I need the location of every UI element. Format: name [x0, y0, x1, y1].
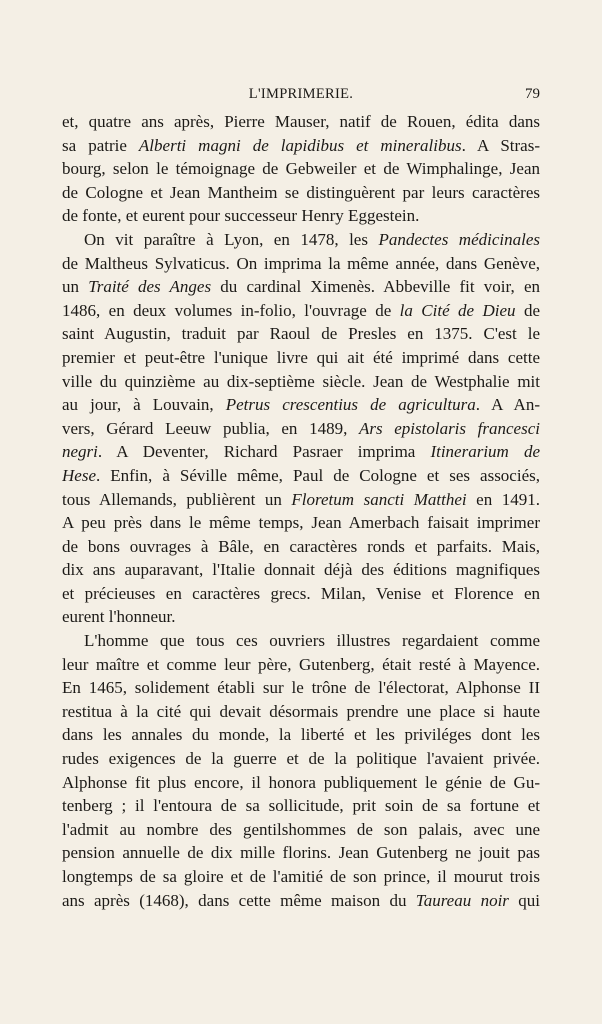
- text-segment: sa patrie: [62, 135, 139, 155]
- italic-title: Pandectes médicinales: [378, 229, 540, 249]
- text-line: [62, 511, 540, 535]
- text-segment: leur maître et comme leur père, Gutenberg, était resté à Mayence.: [62, 654, 540, 674]
- italic-title: Ars epistolaris francesci: [358, 418, 540, 438]
- text-line: [62, 747, 540, 771]
- page-number: 79: [525, 86, 540, 102]
- text-segment: de Maltheus Sylvaticus. On imprima la même année, dans Genève,: [62, 253, 540, 273]
- text-segment: et, quatre ans après, Pierre Mauser, natif de Rouen, édita dans: [62, 112, 540, 131]
- text-segment: eurent l'honneur.: [62, 607, 176, 627]
- text-segment: . A An-: [475, 395, 540, 415]
- text-segment: l'admit au nombre des gentilshommes de son palais, avec une: [62, 819, 540, 839]
- text-line: [62, 818, 540, 842]
- text-segment: tenberg ; il l'entoura de sa sollicitude, prit soin de sa fortune et: [62, 796, 540, 816]
- text-segment: au jour, à Louvain,: [62, 395, 226, 415]
- italic-title: negri: [62, 442, 98, 462]
- italic-title: Itinerarium de: [430, 442, 540, 462]
- text-line: [62, 841, 540, 865]
- text-segment: pension annuelle de dix mille florins. Jean Gutenberg ne jouit pas: [62, 843, 540, 863]
- text-line: [62, 653, 540, 677]
- text-line: [62, 464, 540, 488]
- text-line: [62, 275, 540, 299]
- text-segment: ville du quinzième au dix-septième siècle. Jean de Westphalie mit: [62, 371, 540, 391]
- text-line: [62, 228, 540, 252]
- italic-title: Petrus crescentius de agricultura: [225, 395, 476, 415]
- text-line: [62, 204, 540, 228]
- text-segment: de Cologne et Jean Mantheim se distinguèrent par leurs caractères: [62, 182, 540, 202]
- text-line: [62, 346, 540, 370]
- text-segment: On vit paraître à Lyon, en 1478, les: [84, 229, 379, 249]
- text-segment: dix ans auparavant, l'Italie donnait déjà des éditions magnifiques: [62, 560, 540, 580]
- text-line: [62, 322, 540, 346]
- text-segment: . A Stras-: [461, 135, 540, 155]
- text-line: [62, 605, 540, 629]
- text-segment: En 1465, solidement établi sur le trône de l'électorat, Alphonse II: [62, 678, 540, 698]
- text-line: [62, 558, 540, 582]
- text-line: [62, 676, 540, 700]
- text-segment: dans les annales du monde, la liberté et les priviléges dont les: [62, 725, 540, 745]
- text-segment: qui: [508, 890, 540, 910]
- text-line: [62, 157, 540, 181]
- text-line: [62, 440, 540, 464]
- body-text: [62, 110, 540, 912]
- text-segment: longtemps de sa gloire et de l'amitié de son prince, il mourut trois: [62, 867, 540, 886]
- text-line: [62, 771, 540, 795]
- italic-title: Taureau noir: [415, 890, 509, 910]
- text-line: [62, 110, 540, 134]
- text-segment: de fonte, et eurent pour successeur Henry Eggestein.: [62, 206, 420, 226]
- text-segment: saint Augustin, traduit par Raoul de Presles en 1375. C'est le: [62, 324, 540, 344]
- italic-title: Floretum sancti Matthei: [291, 489, 467, 509]
- text-segment: . A Deventer, Richard Pasraer imprima: [97, 442, 431, 462]
- text-line: [62, 865, 540, 889]
- text-line: [62, 370, 540, 394]
- text-segment: A peu près dans le même temps, Jean Amerbach faisait imprimer: [62, 513, 540, 533]
- text-line: [62, 535, 540, 559]
- text-segment: tous Allemands, publièrent un: [62, 489, 292, 509]
- text-line: [62, 393, 540, 417]
- text-segment: premier et peut-être l'unique livre qui ait été imprimé dans cette: [62, 347, 540, 367]
- page-header: [62, 84, 540, 106]
- text-line: [62, 889, 540, 913]
- italic-title: Alberti magni de lapidibus et mineralibus: [138, 135, 462, 155]
- text-line: [62, 252, 540, 276]
- italic-title: Traité des Anges: [88, 277, 212, 297]
- text-segment: en 1491.: [466, 489, 540, 509]
- text-segment: vers, Gérard Leeuw publia, en 1489,: [62, 418, 359, 438]
- text-segment: restitua à la cité qui devait désormais prendre une place si haute: [62, 701, 540, 721]
- text-segment: rudes exigences de la guerre et de la politique l'avaient privée.: [62, 749, 540, 769]
- running-title: L'IMPRIMERIE.: [248, 86, 354, 102]
- text-line: [62, 794, 540, 818]
- text-line: [62, 629, 540, 653]
- text-segment: ans après (1468), dans cette même maison du: [62, 890, 416, 910]
- text-line: [62, 488, 540, 512]
- text-segment: et précieuses en caractères grecs. Milan, Venise et Florence en: [62, 583, 540, 603]
- text-line: [62, 134, 540, 158]
- text-segment: de bons ouvrages à Bâle, en caractères ronds et parfaits. Mais,: [62, 536, 540, 556]
- text-segment: Alphonse fit plus encore, il honora publiquement le génie de Gu-: [62, 772, 540, 792]
- text-segment: du cardinal Ximenès. Abbeville fit voir, en: [211, 277, 540, 297]
- text-segment: bourg, selon le témoignage de Gebweiler et de Wimphalinge, Jean: [62, 159, 540, 179]
- text-line: [62, 417, 540, 441]
- text-segment: . Enfin, à Séville même, Paul de Cologne et ses associés,: [95, 465, 540, 485]
- text-line: [62, 700, 540, 724]
- text-line: [62, 723, 540, 747]
- italic-title: la Cité de Dieu: [399, 300, 516, 320]
- text-segment: 1486, en deux volumes in-folio, l'ouvrage de: [62, 300, 400, 320]
- text-line: [62, 299, 540, 323]
- text-segment: L'homme que tous ces ouvriers illustres regardaient comme: [84, 631, 540, 651]
- text-segment: un: [62, 277, 89, 297]
- text-line: [62, 582, 540, 606]
- italic-title: Hese: [62, 465, 96, 485]
- text-segment: de: [515, 300, 540, 320]
- text-line: [62, 181, 540, 205]
